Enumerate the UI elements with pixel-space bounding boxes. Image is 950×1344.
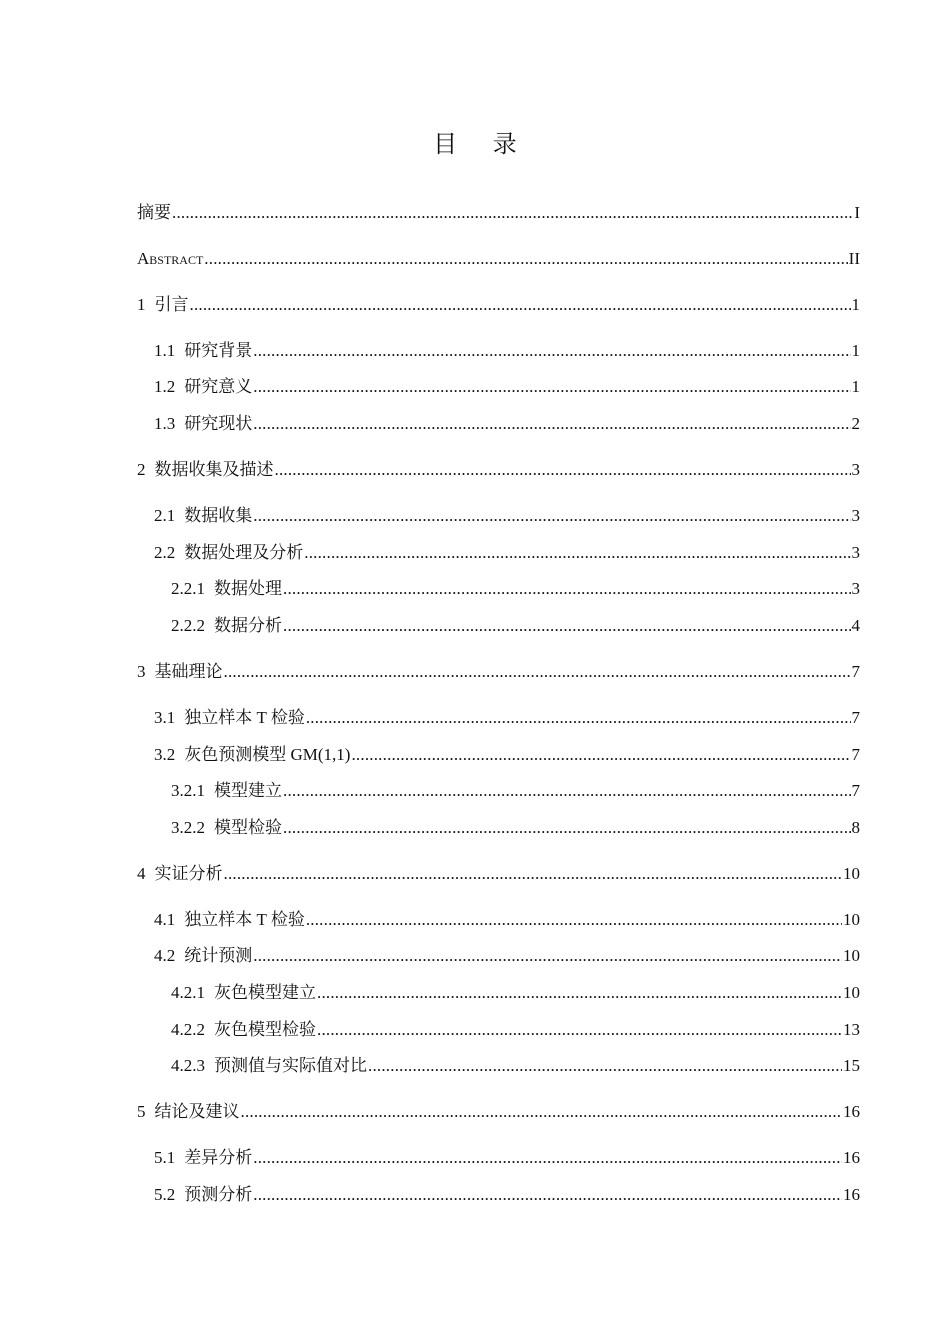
toc-dot-leader <box>253 1146 842 1170</box>
toc-entry-label <box>154 541 303 565</box>
toc-dot-leader <box>253 944 842 968</box>
page-title: 目 录 <box>433 130 531 158</box>
toc-entry-label <box>137 247 203 271</box>
toc-dot-leader <box>253 375 850 399</box>
toc-page-number: 3 <box>851 460 860 479</box>
toc-entry-number: 3.2.1 <box>171 781 205 800</box>
toc-entry[interactable] <box>154 1183 860 1207</box>
toc-page-number: 1 <box>851 377 860 396</box>
toc-entry-text: Abstract <box>137 249 204 268</box>
toc-page-number: 2 <box>851 414 860 433</box>
toc-entry-text: 独立样本 T 检验 <box>184 910 305 929</box>
toc-entry-number: 4.1 <box>154 910 176 929</box>
toc-entry[interactable] <box>154 944 860 968</box>
toc-entry[interactable] <box>154 504 860 528</box>
toc-page-number: II <box>848 249 860 268</box>
toc-entry-label <box>137 293 189 317</box>
toc-entry-text: 统计预测 <box>184 946 253 965</box>
toc-entry-label <box>154 504 252 528</box>
toc-entry[interactable] <box>154 1146 860 1170</box>
toc-entry-label <box>171 1018 316 1042</box>
toc-entry-label <box>171 577 282 601</box>
toc-entry[interactable] <box>137 1100 860 1124</box>
toc-entry-number: 4.2.2 <box>171 1020 205 1039</box>
toc-entry[interactable] <box>137 862 860 886</box>
toc-entry-text: 数据处理 <box>214 579 282 598</box>
toc-dot-leader <box>283 614 851 638</box>
toc-entry[interactable] <box>171 981 860 1005</box>
toc-entry-label <box>137 1100 240 1124</box>
toc-page-number: 3 <box>851 506 860 525</box>
toc-entry-text: 研究意义 <box>184 377 253 396</box>
toc-entry-text: 数据收集 <box>184 506 253 525</box>
toc-entry-text: 研究背景 <box>184 341 253 360</box>
toc-page-number: 13 <box>843 1020 860 1039</box>
toc-dot-leader <box>306 706 851 730</box>
toc-entry-label <box>154 375 252 399</box>
toc-entry-number: 1.2 <box>154 377 176 396</box>
toc-entry-number: 1 <box>137 295 146 314</box>
toc-dot-leader <box>224 862 843 886</box>
toc-entry-number: 2.2 <box>154 543 176 562</box>
toc-dot-leader <box>172 201 853 225</box>
toc-entry[interactable] <box>154 375 860 399</box>
toc-page-number: 10 <box>843 864 860 883</box>
toc-entry-text: 研究现状 <box>184 414 253 433</box>
toc-entry[interactable] <box>137 293 860 317</box>
toc-entry[interactable] <box>171 614 860 638</box>
toc-dot-leader <box>283 816 851 840</box>
toc-dot-leader <box>253 504 850 528</box>
toc-entry[interactable] <box>154 706 860 730</box>
toc-dot-leader <box>306 908 842 932</box>
toc-entry-label <box>154 944 252 968</box>
toc-entry-number: 1.3 <box>154 414 176 433</box>
toc-entry[interactable] <box>171 577 860 601</box>
toc-entry-text: 灰色模型建立 <box>214 983 316 1002</box>
toc-entry-label <box>154 339 252 363</box>
toc-page-number: 7 <box>851 708 860 727</box>
toc-entry-label <box>154 908 305 932</box>
toc-entry-label <box>154 1146 252 1170</box>
toc-dot-leader <box>351 743 850 767</box>
toc-entry-number: 4.2.1 <box>171 983 205 1002</box>
toc-entry-number: 1.1 <box>154 341 176 360</box>
toc-entry[interactable] <box>154 339 860 363</box>
toc-entry-text: 摘要 <box>137 203 171 222</box>
toc-entry-number: 5.2 <box>154 1185 176 1204</box>
toc-entry-text: 基础理论 <box>154 662 223 681</box>
toc-entry[interactable] <box>171 1054 860 1078</box>
toc-page-number: 7 <box>851 745 860 764</box>
toc-entry-text: 数据收集及描述 <box>154 460 274 479</box>
toc-dot-leader <box>304 541 850 565</box>
toc-entry-label <box>154 1183 252 1207</box>
toc-entry-number: 5.1 <box>154 1148 176 1167</box>
toc-entry-label <box>137 660 223 684</box>
toc-dot-leader <box>253 412 850 436</box>
toc-entry-text: 模型建立 <box>214 781 282 800</box>
toc-entry[interactable] <box>171 779 860 803</box>
toc-entry-label <box>171 614 282 638</box>
toc-page-number: 16 <box>843 1148 860 1167</box>
toc-entry-number: 3.2.2 <box>171 818 205 837</box>
toc-page-number: 16 <box>843 1185 860 1204</box>
toc-entry-text: 差异分析 <box>184 1148 253 1167</box>
toc-entry-number: 2.1 <box>154 506 176 525</box>
toc-entry[interactable] <box>137 247 860 271</box>
toc-page-number: 3 <box>851 543 860 562</box>
toc-entry[interactable] <box>154 743 860 767</box>
toc-page-number: I <box>854 203 860 222</box>
toc-entry-text: 灰色模型检验 <box>214 1020 316 1039</box>
toc-dot-leader <box>253 339 850 363</box>
toc-entry-label <box>154 706 305 730</box>
toc-entry-label <box>171 981 316 1005</box>
toc-entry-number: 5 <box>137 1102 146 1121</box>
toc-dot-leader <box>190 293 851 317</box>
toc-entry-number: 3.1 <box>154 708 176 727</box>
toc-entry[interactable] <box>154 908 860 932</box>
toc-entry-number: 4 <box>137 864 146 883</box>
toc-dot-leader <box>317 981 842 1005</box>
toc-page-number: 10 <box>843 910 860 929</box>
toc-entry[interactable] <box>137 458 860 482</box>
toc-page-number: 7 <box>851 662 860 681</box>
toc-entry-label <box>137 862 223 886</box>
toc-entry-label <box>154 412 252 436</box>
toc-entry-number: 2.2.2 <box>171 616 205 635</box>
toc-entry[interactable] <box>171 1018 860 1042</box>
toc-entry-text: 灰色预测模型 GM(1,1) <box>184 745 351 764</box>
toc-entry-label <box>137 458 274 482</box>
toc-entry-number: 3.2 <box>154 745 176 764</box>
toc-entry-label <box>154 743 350 767</box>
toc-dot-leader <box>275 458 851 482</box>
toc-entry-text: 独立样本 T 检验 <box>184 708 305 727</box>
toc-entry-text: 结论及建议 <box>154 1102 240 1121</box>
toc-page-number: 1 <box>851 295 860 314</box>
toc-page-number: 10 <box>843 946 860 965</box>
toc-page-number: 4 <box>851 616 860 635</box>
toc-dot-leader <box>283 779 851 803</box>
toc-dot-leader <box>253 1183 842 1207</box>
toc-dot-leader <box>204 247 847 271</box>
toc-dot-leader <box>283 577 851 601</box>
toc-page-number: 7 <box>851 781 860 800</box>
toc-entry[interactable] <box>137 201 860 225</box>
toc-entry-text: 模型检验 <box>214 818 282 837</box>
toc-entry[interactable] <box>137 660 860 684</box>
toc-dot-leader <box>368 1054 842 1078</box>
toc-page-number: 8 <box>851 818 860 837</box>
toc-entry-number: 2 <box>137 460 146 479</box>
toc-entry-label <box>171 816 282 840</box>
toc-page-number: 3 <box>851 579 860 598</box>
toc-page-number: 15 <box>843 1056 860 1075</box>
toc-page-number: 10 <box>843 983 860 1002</box>
toc-entry-text: 预测值与实际值对比 <box>214 1056 367 1075</box>
toc-page-number: 16 <box>843 1102 860 1121</box>
toc-entry-text: 引言 <box>154 295 189 314</box>
toc-entry-number: 3 <box>137 662 146 681</box>
toc-entry-text: 数据处理及分析 <box>184 543 304 562</box>
toc-entry-number: 4.2 <box>154 946 176 965</box>
toc-entry-text: 数据分析 <box>214 616 282 635</box>
toc-entry-label <box>171 1054 367 1078</box>
toc-entry-label <box>171 779 282 803</box>
toc-entry-number: 2.2.1 <box>171 579 205 598</box>
toc-entry-label <box>137 201 171 225</box>
toc-entry[interactable] <box>154 541 860 565</box>
toc-page-number: 1 <box>851 341 860 360</box>
toc-dot-leader <box>317 1018 842 1042</box>
toc-entry[interactable] <box>171 816 860 840</box>
toc-dot-leader <box>241 1100 843 1124</box>
toc-entry-number: 4.2.3 <box>171 1056 205 1075</box>
toc-dot-leader <box>224 660 851 684</box>
toc-entry-text: 实证分析 <box>154 864 223 883</box>
toc-entry-text: 预测分析 <box>184 1185 253 1204</box>
toc-entry[interactable] <box>154 412 860 436</box>
